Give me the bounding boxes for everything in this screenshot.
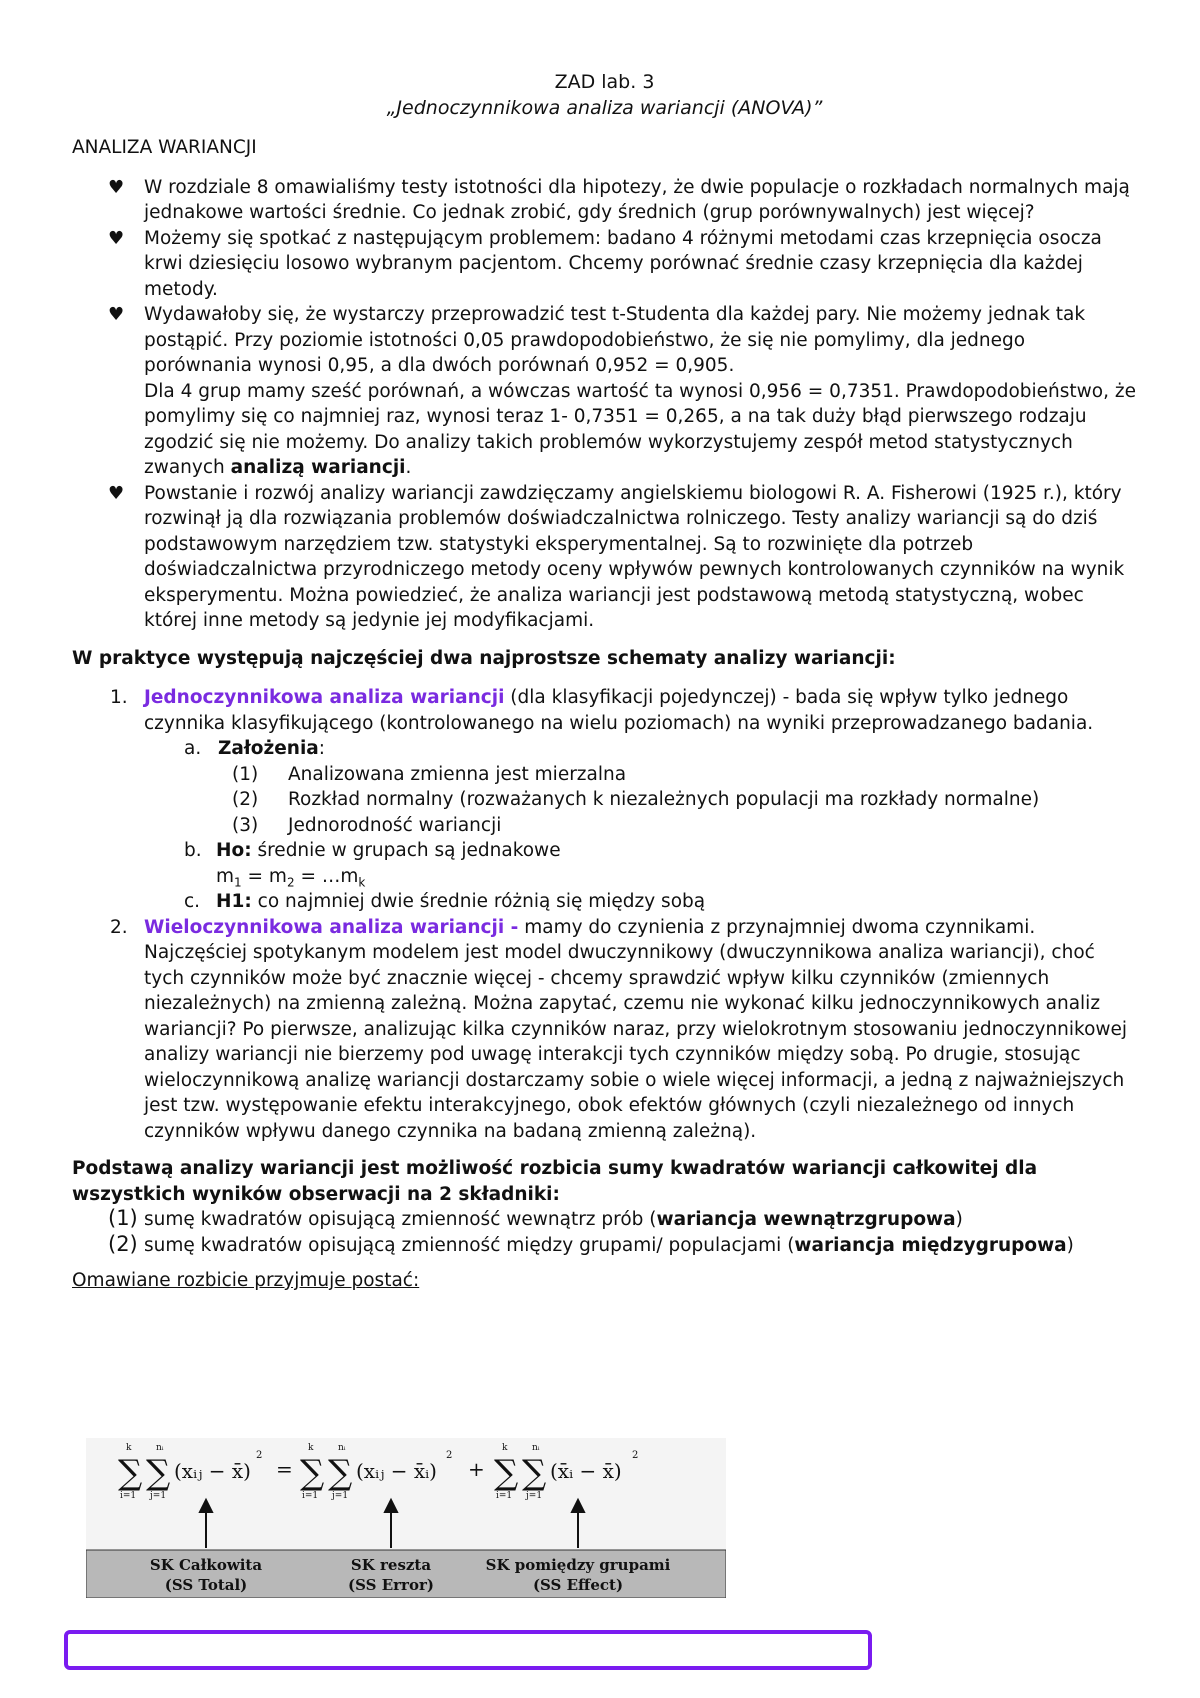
scheme-name: Jednoczynnikowa analiza wariancji (144, 687, 505, 708)
svg-text:j=1: j=1 (526, 1491, 543, 1501)
formula-equals: = (276, 1457, 293, 1481)
formula-term3: (x̄ᵢ − x̄) (550, 1459, 622, 1483)
sum-icon: ∑ (146, 1453, 171, 1493)
doc-subtitle: „Jednoczynnikowa analiza wariancji (ANOVA)” (386, 96, 823, 119)
heart-bullet-icon: ♥ (108, 304, 125, 325)
assumption-row: (2) Rozkład normalny (rozważanych k niezależnych populacji ma rozkłady normalne) (232, 789, 1040, 810)
ss-total-label: SK Całkowita (149, 1556, 263, 1574)
sum-icon: ∑ (118, 1453, 143, 1493)
assumption-row: (1) Analizowana zmienna jest mierzalna (232, 763, 627, 785)
doc-title: ZAD lab. 3 (554, 71, 655, 93)
anova-formula-figure (86, 1438, 726, 1598)
bullet-list (72, 175, 1137, 634)
svg-text:j=1: j=1 (332, 1491, 349, 1501)
formula-k: k (126, 1443, 132, 1453)
ss-effect-label: SK pomiędzy grupami (485, 1556, 671, 1574)
schemes-list (72, 685, 1137, 1144)
ss-error-label: SK reszta (350, 1556, 432, 1574)
list-item: ♥ W rozdziale 8 omawialiśmy testy istotności dla hipotezy, że dwie populacje o rozkładach normalnych mają jednakowe wartości średnie. Co jednak zrobić, gdy średnich (grup porównywalnych) jest więcej? (108, 176, 1130, 223)
sum-icon: ∑ (522, 1453, 547, 1493)
component-row: (1) sumę kwadratów opisującą zmienność wewnątrz prób (wariancja wewnątrzgrupowa) (108, 1206, 963, 1230)
alt-hypothesis: c. H1: co najmniej dwie średnie różnią się między sobą (184, 891, 706, 912)
formula-ni: nᵢ (156, 1443, 164, 1453)
document-page (72, 68, 1137, 1294)
section-heading: ANALIZA WARIANCJI (72, 137, 257, 158)
bold-term: analizą wariancji (230, 457, 406, 478)
formula-i1: i=1 (120, 1491, 137, 1501)
formula-term2: (xᵢⱼ − x̄ᵢ) (356, 1459, 437, 1483)
list-item: ♥ Powstanie i rozwój analizy wariancji zawdzięczamy angielskiemu biologowi R. A. Fisherowi (1925 r.), który rozwinął ją dla rozwiązania problemów doświadczalnictwa rolniczego. Testy analizy wariancji są do dziś podstawowym narzędziem tzw. statystyki eksperymentalnej. Są to rozwinięte dla potrzeb doświadczalnictwa przyrodniczego metody oceny wpływów pewnych kontrolowanych czynników na wynik eksperymentu. Można powiedzieć, że analiza wariancji jest podstawową metodą statystyczną, wobec której inne metody są jedynie jej modyfikacjami. (108, 482, 1125, 631)
formula-term1: (xᵢⱼ − x̄) (174, 1459, 251, 1483)
heart-bullet-icon: ♥ (108, 482, 125, 504)
svg-text:2: 2 (446, 1450, 453, 1461)
schemes-heading: W praktyce występują najczęściej dwa najprostsze schematy analizy wariancji: (72, 647, 896, 669)
scheme-name: Wieloczynnikowa analiza wariancji - (144, 916, 519, 938)
null-hypothesis: b. Ho: średnie w grupach są jednakowe $m_1 = m_2$ = $\dots m_k$ (184, 840, 561, 890)
heart-bullet-icon: ♥ (108, 176, 125, 198)
assumption-row: (3) Jednorodność wariancji (232, 814, 502, 836)
svg-text:(SS Error): (SS Error) (348, 1576, 434, 1594)
list-item: ♥ Wydawałoby się, że wystarczy przeprowadzić test t-Studenta dla każdej pary. Nie możemy jednak tak postąpić. Przy poziomie istotności 0,05 prawdopodobieństwo, że się nie pomylimy, dla jednego porównania wynosi 0,95, a dla dwóch porównań 0,952 = 0,905. Dla 4 grup mamy sześć porównań, a wówczas wartość ta wynosi 0,956 = 0,7351. Prawdopodobieństwo, że pomylimy się co najmniej raz, wynosi teraz 1- 0,7351 = 0,265, a na tak duży błąd pierwszego rodzaju zgodzić się nie możemy. Do analizy takich problemów wykorzystujemy zespół metod statystycznych zwanych analizą wariancji. (108, 304, 1136, 478)
highlight-box (64, 1630, 872, 1670)
svg-text:2: 2 (632, 1450, 639, 1461)
list-item: ♥ Możemy się spotkać z następującym problemem: badano 4 różnymi metodami czas krzepnięcia osocza krwi dziesięciu losowo wybranym pacjentom. Chcemy porównać średnie czasy krzepnięcia dla każdej metody. (108, 227, 1102, 300)
sum-icon: ∑ (494, 1453, 519, 1493)
assumptions-block: a. Założenia: (184, 738, 326, 759)
heart-bullet-icon: ♥ (108, 227, 125, 249)
component-row: (2) sumę kwadratów opisującą zmienność między grupami/ populacjami (wariancja międzygrupowa) (108, 1231, 1074, 1256)
formula-plus: + (468, 1457, 485, 1481)
formula-j1: j=1 (150, 1491, 167, 1501)
basis-heading: Podstawą analizy wariancji jest możliwość rozbicia sumy kwadratów wariancji całkowitej dla wszystkich wyników obserwacji na 2 składniki: (72, 1158, 1038, 1205)
list-item: 2. Wieloczynnikowa analiza wariancji - mamy do czynienia z przynajmniej dwoma czynnikami. Najczęściej spotykanym modelem jest model dwuczynnikowy (dwuczynnikowa analiza wariancji), choć tych czynników może być znacznie więcej - chcemy sprawdzić wpływ kilku czynników (zmiennych niezależnych) na zmienną zależną. Można zapytać, czemu nie wykonać kilku jednoczynnikowych analiz wariancji? Po pierwsze, analizując kilka czynników naraz, przy wielokrotnym stosowaniu jednoczynnikowej analizy wariancji nie bierzemy pod uwagę interakcji tych czynników między sobą. Po drugie, stosując wieloczynnikową analizę wariancji dostarczamy sobie o wiele więcej informacji, a jedną z najważniejszych jest tzw. występowanie efektu interakcyjnego, obok efektów głównych (czyli niezależnego od innych czynników wpływu danego czynnika na badaną zmienną zależną). (110, 916, 1128, 1142)
decomposition-label: Omawiane rozbicie przyjmuje postać: (72, 1270, 420, 1291)
svg-text:nᵢ: nᵢ (532, 1443, 540, 1453)
svg-text:k: k (502, 1443, 508, 1453)
svg-text:(SS Effect): (SS Effect) (532, 1576, 624, 1594)
list-item: 1. Jednoczynnikowa analiza wariancji (dla klasyfikacji pojedynczej) - bada się wpływ tylko jednego czynnika klasyfikującego (kontrolowanego na wielu poziomach) na wyniki przeprowadzanego badania. a. Założenia: (1) Analizowana zmienna jest mierzalna (2) Rozkład normalny (rozważanych k niezależnych populacji ma rozkłady normalne) (3) Jednorodność wariancji b. Ho: średnie w grupach są jednakowe $m_1 = m_2$ = $\dots m_k$ c. H1: co najmniej dwie średnie różnią się między sobą (72, 685, 1137, 915)
svg-text:(SS Total): (SS Total) (164, 1576, 248, 1594)
svg-text:2: 2 (256, 1450, 263, 1461)
svg-text:k: k (308, 1443, 314, 1453)
svg-text:i=1: i=1 (302, 1491, 319, 1501)
sum-icon: ∑ (300, 1453, 325, 1493)
svg-text:i=1: i=1 (496, 1491, 513, 1501)
svg-text:nᵢ: nᵢ (338, 1443, 346, 1453)
sum-icon: ∑ (328, 1453, 353, 1493)
